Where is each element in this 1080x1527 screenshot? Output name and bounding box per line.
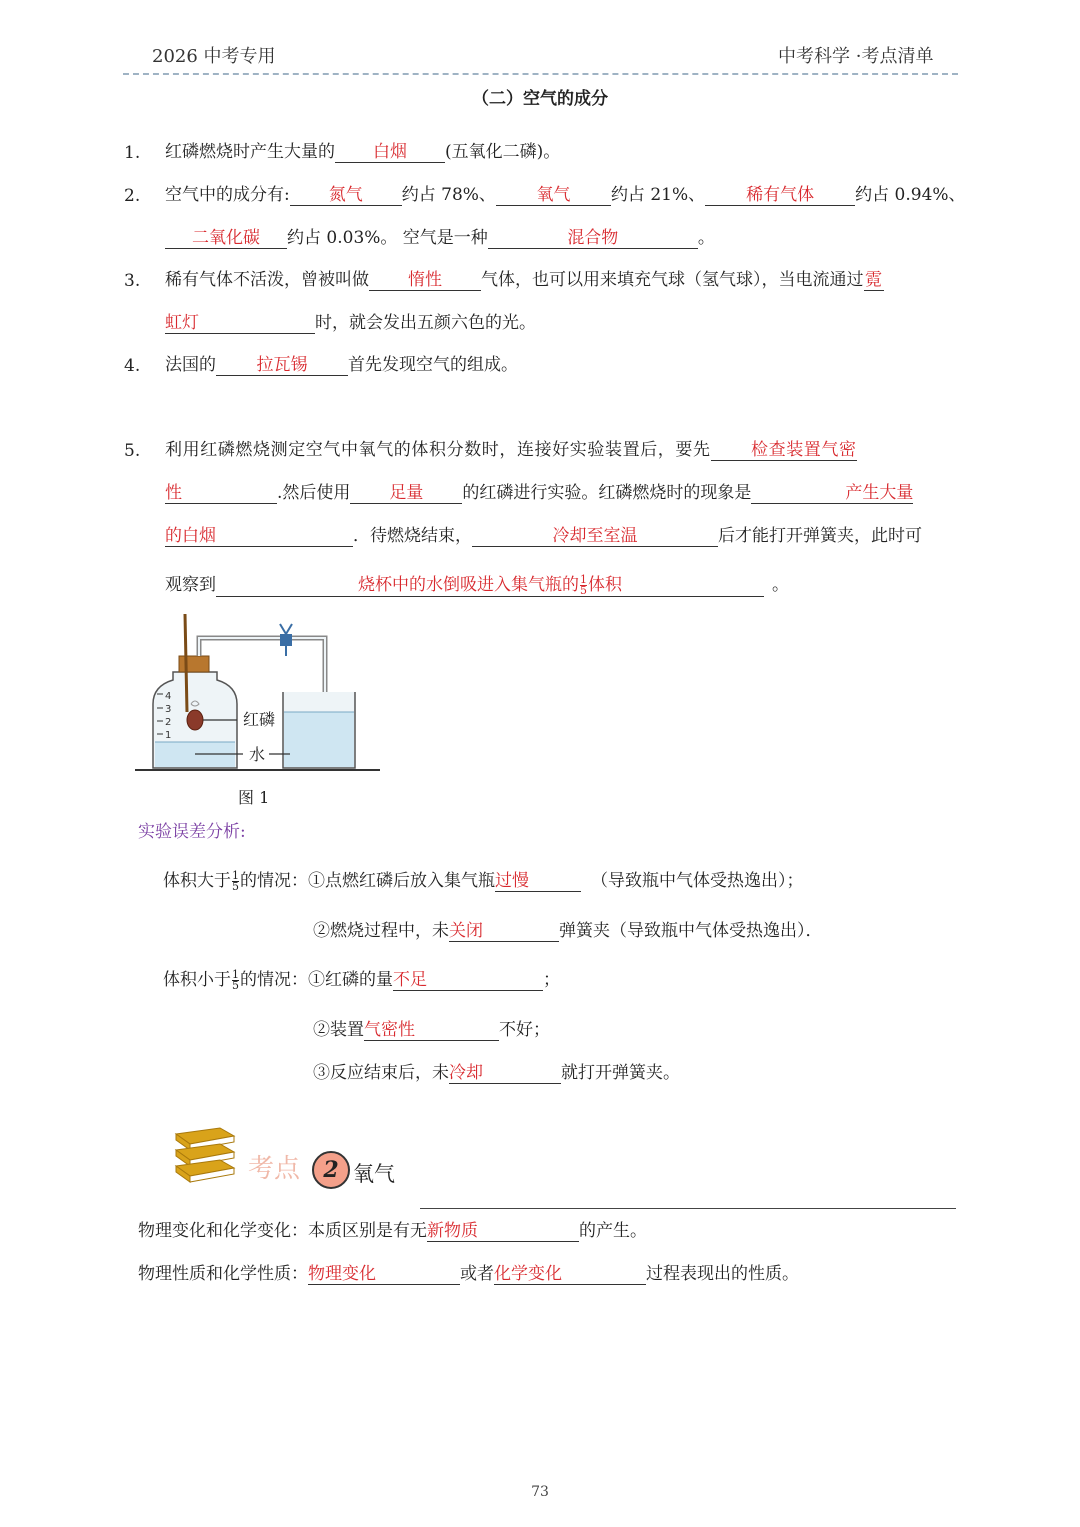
q2-line2 (165, 227, 715, 249)
fraction-denominator: 5 (232, 979, 239, 992)
scale-2: 2 (165, 717, 172, 728)
q5-answer-5 (216, 575, 764, 597)
kaodian-label: 考点 (248, 1154, 301, 1184)
q2-t4: 约占 0.94%、 (855, 185, 966, 205)
bigger-reason-1: ①点燃红磷后放入集气瓶 (308, 871, 495, 891)
q5-line4 (165, 574, 789, 597)
q1-t1: 红磷燃烧时产生大量的 (165, 142, 335, 162)
q5-answer-2: 足量 (350, 483, 462, 504)
q5-t6: 观察到 (165, 575, 216, 595)
q3-t2: 气体，也可以用来填充气球（氢气球），当电流通过 (481, 270, 864, 290)
q3-answer-2a: 霓 (865, 270, 882, 290)
q5-number: 5. (124, 441, 141, 461)
stopper (179, 656, 209, 672)
q5-answer-3a: 产生大量 (751, 483, 913, 504)
oxygen-line-1 (138, 1220, 647, 1242)
smaller-answer-3: 冷却 (449, 1063, 561, 1084)
bigger-reason-1-tail: （导致瓶中气体受热逸出）； (591, 871, 804, 891)
scale-1: 1 (165, 730, 172, 741)
q2-t1: 空气中的成分有: (165, 185, 290, 205)
q1-number: 1. (124, 143, 141, 163)
scale-3: 3 (165, 704, 172, 715)
q4-answer: 拉瓦锡 (216, 355, 348, 376)
q3-line1 (165, 269, 884, 291)
red-phosphorus (187, 710, 203, 730)
books-icon (170, 1122, 240, 1184)
kaodian-title: 氧气 (353, 1162, 395, 1186)
header-right: 中考科学 ·考点清单 (778, 46, 934, 67)
q2-answer-3: 稀有气体 (705, 185, 855, 206)
q1-text (165, 141, 560, 163)
q5-answer-1a: 检查装置气密 (711, 440, 857, 461)
bigger-answer-1: 过慢 (495, 871, 581, 892)
fraction-numerator: 1 (232, 968, 239, 981)
q4-t1: 法国的 (165, 355, 216, 375)
oxygen-answer-3: 化学变化 (494, 1264, 646, 1285)
bigger-reason-2: ②燃烧过程中，未 (313, 921, 449, 941)
q2-answer-2: 氧气 (496, 185, 611, 206)
error-analysis-title: 实验误差分析: (138, 822, 246, 842)
q2-t2: 约占 78%、 (401, 185, 496, 205)
page-number: 73 (531, 1484, 549, 1500)
smaller-post: 的情况： (240, 970, 308, 990)
bigger-answer-2: 关闭 (449, 921, 559, 942)
scale-4: 4 (165, 691, 172, 702)
q5-answer-3b: 的白烟 (165, 526, 353, 547)
q5-t7: 。 (772, 575, 789, 595)
smaller-reason-3-tail: 就打开弹簧夹。 (561, 1063, 680, 1083)
q5-line1 (165, 439, 857, 461)
q2-answer-1: 氮气 (290, 185, 402, 206)
oxygen-answer-2: 物理变化 (308, 1264, 460, 1285)
q5-answer-5b: 体积 (588, 575, 622, 595)
oxygen-line-2 (138, 1263, 799, 1285)
smaller-case-line1 (163, 969, 560, 991)
bigger-pre: 体积大于 (163, 871, 231, 891)
q5-answer-4: 冷却至室温 (472, 526, 718, 547)
q2-t5: 约占 0.03%。 空气是一种 (287, 228, 488, 248)
smaller-pre: 体积小于 (163, 970, 231, 990)
q2-answer-4: 二氧化碳 (165, 228, 287, 249)
smaller-case-line3 (313, 1062, 680, 1084)
bigger-case-line2 (313, 920, 823, 942)
smaller-answer-1: 不足 (393, 970, 543, 991)
header-divider (123, 73, 958, 75)
smaller-reason-1-tail: ； (543, 970, 560, 990)
bigger-reason-2-tail: 弹簧夹（导致瓶中气体受热逸出）． (559, 921, 823, 941)
smaller-reason-3: ③反应结束后，未 (313, 1063, 449, 1083)
q2-number: 2. (124, 186, 141, 206)
smaller-answer-2: 气密性 (364, 1020, 499, 1041)
bigger-post: 的情况： (240, 871, 308, 891)
q5-answer-5a: 烧杯中的水倒吸进入集气瓶的 (358, 575, 579, 595)
fraction-one-fifth-3 (232, 970, 239, 991)
q4-number: 4. (124, 356, 141, 376)
q3-line2 (165, 312, 536, 334)
header-left: 2026 中考专用 (152, 46, 276, 67)
q3-t1: 稀有气体不活泼，曾被叫做 (165, 270, 369, 290)
q3-answer-2b: 虹灯 (165, 313, 315, 334)
smaller-case-line2 (313, 1019, 550, 1041)
q2-answer-5: 混合物 (488, 228, 698, 249)
section-title: （二）空气的成分 (472, 89, 608, 109)
smaller-reason-2: ②装置 (313, 1020, 364, 1040)
q5-t3: 的红磷进行实验。红磷燃烧时的现象是 (462, 483, 752, 503)
oxygen-l2-post: 过程表现出的性质。 (646, 1264, 799, 1284)
combustion-spoon-rod (185, 614, 187, 712)
q5-t5: 后才能打开弹簧夹，此时可 (718, 526, 922, 546)
label-phosphorus: 红磷 (243, 710, 276, 729)
oxygen-answer-1: 新物质 (427, 1221, 579, 1242)
spring-clamp (280, 634, 292, 646)
experiment-apparatus-figure (135, 612, 385, 777)
oxygen-l2-pre: 物理性质和化学性质： (138, 1264, 308, 1284)
bigger-case-line1 (163, 870, 804, 892)
q5-line3 (165, 525, 922, 547)
figure-caption: 图 1 (238, 788, 270, 807)
oxygen-l1-post: 的产生。 (579, 1221, 647, 1241)
smaller-reason-1: ①红磷的量 (308, 970, 393, 990)
q2-t6: 。 (697, 228, 715, 248)
kaodian-number-badge: 2 (312, 1151, 350, 1189)
oxygen-l2-mid: 或者 (460, 1264, 494, 1284)
q1-t2: (五氧化二磷)。 (445, 142, 561, 162)
fraction-denominator: 5 (232, 880, 239, 893)
label-water: 水 (249, 745, 266, 764)
q5-answer-1b: 性 (165, 483, 277, 504)
q2-t3: 约占 21%、 (610, 185, 706, 205)
q5-t1: 利用红磷燃烧测定空气中氧气的体积分数时，连接好实验装置后，要先 (165, 440, 711, 460)
kaodian-rule (420, 1208, 956, 1209)
q5-line2 (165, 482, 913, 504)
q5-t2: .然后使用 (277, 483, 351, 503)
q4-t2: 首先发现空气的组成。 (348, 355, 518, 375)
q2-line1 (165, 184, 966, 206)
q1-answer: 白烟 (335, 142, 445, 163)
oxygen-l1-pre: 物理变化和化学变化：本质区别是有无 (138, 1221, 427, 1241)
q5-t4: ．待燃烧结束， (353, 526, 472, 546)
beaker-water (284, 712, 354, 767)
fraction-denominator: 5 (580, 584, 587, 597)
fraction-numerator: 1 (580, 573, 587, 586)
q3-answer-1: 惰性 (369, 270, 481, 291)
q4-text (165, 354, 518, 376)
q3-number: 3. (124, 271, 141, 291)
fraction-one-fifth-2 (232, 871, 239, 892)
fraction-numerator: 1 (232, 869, 239, 882)
fraction-one-fifth (580, 575, 587, 596)
smaller-reason-2-tail: 不好； (499, 1020, 550, 1040)
q3-t3: 时，就会发出五颜六色的光。 (315, 313, 536, 333)
